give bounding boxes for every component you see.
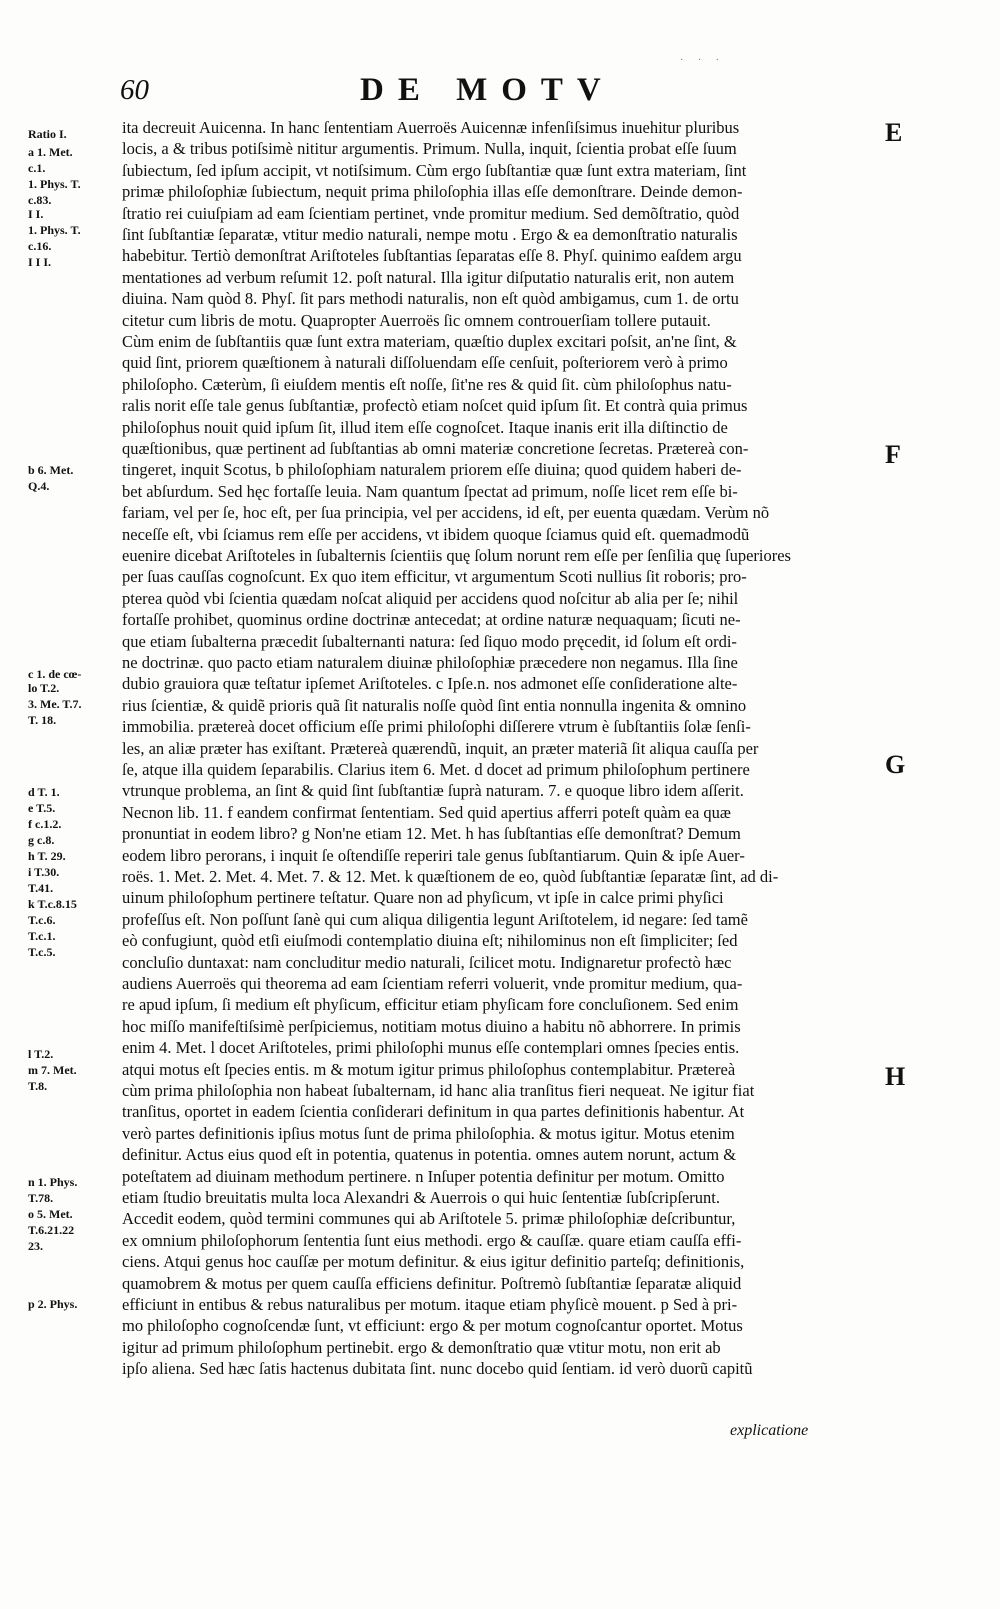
margin-note: l T.2. <box>28 1047 54 1061</box>
margin-notes <box>28 128 118 1428</box>
margin-note: I I. <box>28 207 44 221</box>
margin-note: 3. Me. T.7. <box>28 697 82 711</box>
text-line: Cùm enim de ſubſtantiis quæ ſunt extra materiam, quæſtio duplex excitari poſsit, an'ne ſint, & <box>122 332 737 351</box>
text-line: primæ philoſophiæ ſubiectum, nequit prima philoſophia illas eſſe demonſtrare. Deinde demon- <box>122 182 743 202</box>
margin-note: b 6. Met. <box>28 463 74 477</box>
text-line: pronuntiat in eodem libro? g Non'ne etiam 12. Met. h has ſubſtantias eſſe demonſtrat? Demum <box>122 824 741 844</box>
margin-note: I I I. <box>28 255 52 269</box>
text-line: tranſitus, oportet in eadem ſcientia conſiderari definitum in qua partes definitionis habentur. At <box>122 1102 745 1122</box>
margin-note: c.16. <box>28 239 52 253</box>
text-line: etiam ſtudio breuitatis multa loca Alexandri & Auerrois o qui huic ſententiæ ſubſcripſerunt. <box>122 1188 720 1207</box>
text-line: citetur cum libris de motu. Quapropter Auerroës ſic omnem controuerſiam tollere putauit. <box>122 310 711 330</box>
text-line: fortaſſe prohibet, quominus ordine doctrinæ antecedat; at ordine naturæ nequaquam; ſicuti ne- <box>122 610 741 630</box>
margin-note: Q.4. <box>28 479 50 493</box>
text-line: ne doctrinæ. quo pacto etiam naturalem diuinæ philoſophiæ præcedere non negamus. Illa ſine <box>122 653 738 672</box>
margin-note: 1. Phys. T. <box>28 177 81 191</box>
margin-note: 1. Phys. T. <box>28 223 81 237</box>
margin-note: f c.1.2. <box>28 817 62 831</box>
text-line: ſubiectum, ſed ipſum accipit, vt notiſsimum. Cùm ergo ſubſtantiæ quæ ſunt extra materiam, ſint <box>122 160 747 180</box>
text-line: audiens Auerroës qui theorema ad eam ſcientiam referri voluerit, vnde promitur medium, qua- <box>122 974 743 993</box>
margin-note: lo T.2. <box>28 681 60 695</box>
margin-note: 23. <box>28 1239 43 1253</box>
margin-note: c.1. <box>28 161 46 175</box>
text-line: bet abſurdum. Sed hęc fortaſſe leuia. Nam quantum ſpectat ad primum, noſſe licet rem eſſe bi- <box>122 481 738 501</box>
text-line: ſe, atque illa quidem ſeparabilis. Clarius item 6. Met. d docet ad primum philoſophum pertinere <box>122 760 750 779</box>
text-line: poteſtatem ad diuinam methodum pertinere. n Inſuper potentia definitur per motum. Omitto <box>122 1166 725 1186</box>
text-line: vtrunque problema, an ſint & quid ſint ſubſtantiæ ſuprà naturam. 7. e quoque libro idem aſſerit. <box>122 781 744 801</box>
text-line: profeſſus eſt. Non poſſunt ſanè qui cum aliqua diligentia legunt Ariſtotelem, id negare: ſed tamẽ <box>122 909 748 929</box>
text-line: cùm prima philoſophia non habeat ſubalternam, id hanc alia tranſitus fieri nequeat. Ne igitur fiat <box>122 1081 755 1100</box>
text-line: eò confugiunt, quòd etſi eiuſmodi contemplatio diuina eſt; nihilominus non eſt ſimpliciter; ſed <box>122 931 738 951</box>
text-line: les, an aliæ præter has exiſtant. Prætereà quærendũ, inquit, an præter materiã ſit aliqua cauſſa per <box>122 738 759 758</box>
section-letter-h: H <box>885 1062 906 1091</box>
margin-note: T.78. <box>28 1191 54 1205</box>
text-line: mentationes ad verbum reſumit 12. poſt natural. Illa igitur diſputatio naturalis erit, non autem <box>122 267 735 287</box>
text-line: eodem libro perorans, i inquit ſe oſtendiſſe reperiri tale genus ſubſtantiarum. Quin & ipſe Auer- <box>122 845 745 865</box>
text-line: pterea quòd vbi ſcientia quædam noſcat aliquid per accidens quod noſcitur ab alia per ſe; nihil <box>122 588 739 608</box>
text-line: philoſopho. Cæterùm, ſi eiuſdem mentis eſt noſſe, ſit'ne res & quid ſit. cùm philoſophus natu- <box>122 374 732 394</box>
catchword: explicatione <box>730 1422 809 1439</box>
text-line: neceſſe eſt, vbi ſciamus rem eſſe per accidens, vt ibidem quoque ſciamus quid eſt. quemadmodũ <box>122 524 750 544</box>
text-line: quæſtionibus, quæ pertinent ad ſubſtantias ab omni materiæ concretione ſecretas. Prætereà con- <box>122 439 749 458</box>
text-line: tingeret, inquit Scotus, b philoſophiam naturalem priorem eſſe diuina; quod quidem haberi de- <box>122 460 742 480</box>
text-line: ſtratio rei cuiuſpiam ad eam ſcientiam pertinet, vnde promitur medium. Sed demõſtratio, quòd <box>122 203 740 223</box>
margin-note: d T. 1. <box>28 785 60 799</box>
text-line: uinum philoſophum pertinere teſtatur. Quare non ad phyſicum, vt ipſe in calce primi phyſici <box>122 888 724 908</box>
text-line: concluſio duntaxat: nam concluditur medio naturali, ſcilicet motu. Indignaretur profectò hæc <box>122 952 732 972</box>
margin-note: Ratio I. <box>28 127 67 141</box>
text-line: ipſo aliena. Sed hæc ſatis hactenus dubitata ſint. nunc docebo quid ſentiam. id verò duorũ capitũ <box>122 1359 753 1379</box>
margin-note: c 1. de cœ- <box>28 667 82 681</box>
text-line: quid ſint, priorem quæſtionem à naturali diſſoluendam eſſe cenſuit, poſteriorem verò à primo <box>122 353 728 373</box>
margin-note: T.c.1. <box>28 929 56 943</box>
margin-note: h T. 29. <box>28 849 66 863</box>
margin-note: k T.c.8.15 <box>28 897 77 911</box>
margin-note: T.8. <box>28 1079 48 1093</box>
text-line: re apud ipſum, ſi medium eſt phyſicum, efficitur etiam phyſicam fore concluſionem. Sed enim <box>122 995 739 1015</box>
margin-note: o 5. Met. <box>28 1207 73 1221</box>
text-line: locis, a & tribus potiſsimè nititur argumentis. Primum. Nulla, inquit, ſcientia probat eſſe ſuum <box>122 139 737 159</box>
text-line: quamobrem & motus per quem cauſſa efficiens definitur. Poſtremò ſubſtantiæ ſeparatæ aliquid <box>122 1273 742 1293</box>
text-line: hoc miſſo manifeſtiſsimè perſpiciemus, notitiam motus diuino a habitu nõ abhorrere. In primis <box>122 1016 741 1036</box>
text-line: per ſuas cauſſas cognoſcunt. Ex quo item efficitur, vt argumentum Scoti nullius ſit roboris; pro- <box>122 567 747 587</box>
page-header <box>120 72 880 112</box>
text-line: mo philoſopho cognoſcendæ ſunt, vt efficiunt: ergo & per motum cognoſcantur oportet. Motus <box>122 1316 743 1336</box>
section-letter-g: G <box>885 750 906 779</box>
text-line: Necnon lib. 11. f eandem confirmat ſententiam. Sed quid apertius afferri poteſt quàm ea quæ <box>122 802 731 822</box>
text-line: ſint ſubſtantiæ ſeparatæ, vtitur medio naturali, nempe motu . Ergo & ea demonſtratio naturalis <box>122 225 738 244</box>
text-line: efficiunt in entibus & rebus naturalibus per motum. itaque etiam phyſicè mouent. p Sed à pri- <box>122 1295 738 1314</box>
page-number: 60 <box>120 74 149 106</box>
text-line: ralis norit eſſe tale genus ſubſtantiæ, profectò etiam noſcet quid ipſum ſit. Et contrà quia primus <box>122 396 748 416</box>
margin-note: T.c.5. <box>28 945 56 959</box>
text-line: immobilia. prætereà docet officium eſſe primi philoſophi diſſerere vtrum è ſubſtantiis ſolæ ſenſi- <box>122 717 751 737</box>
text-line: roës. 1. Met. 2. Met. 4. Met. 7. & 12. Met. k quæſtionem de eo, quòd ſubſtantiæ ſeparatæ ſint, ad di- <box>122 867 779 886</box>
text-line: atqui motus eſt ſpecies entis. m & motum igitur primus philoſophus contemplabitur. Prætereà <box>122 1059 736 1079</box>
text-line: que etiam ſubalterna præcedit ſubalternanti natura: ſed ſiquo modo pręcedit, id ſolum eſt ordi- <box>122 631 737 651</box>
margin-note: e T.5. <box>28 801 56 815</box>
text-line: rius ſcientiæ, & quidẽ prioris quã ſit naturalis noſſe quòd ſint entia nonnulla ingenita & omnino <box>122 695 747 715</box>
text-line: ita decreuit Auicenna. In hanc ſententiam Auerroës Auicennæ infenſiſsimus inuehitur pluribus <box>122 118 740 137</box>
margin-note: c.83. <box>28 193 52 207</box>
margin-note: T.c.6. <box>28 913 56 927</box>
text-line: habebitur. Tertiò demonſtrat Ariſtoteles ſubſtantias ſeparatas eſſe 8. Phyſ. quinimo eaſdem argu <box>122 246 742 266</box>
text-line: igitur ad primum philoſophum pertinebit. ergo & demonſtratio quæ vtitur motu, non erit ab <box>122 1337 721 1357</box>
section-letter-f: F <box>885 440 901 469</box>
margin-note: m 7. Met. <box>28 1063 77 1077</box>
margin-note: T.6.21.22 <box>28 1223 75 1237</box>
margin-note: i T.30. <box>28 865 60 879</box>
section-letter-e: E <box>885 118 903 147</box>
running-title: DE MOTV <box>360 72 615 108</box>
margin-note: n 1. Phys. <box>28 1175 78 1189</box>
text-line: diuina. Nam quòd 8. Phyſ. ſit pars methodi naturalis, non eſt quòd ambigamus, cum 1. de ortu <box>122 289 739 309</box>
text-line: ex omnium philoſophorum ſententia ſunt eius methodi. ergo & cauſſæ. quare etiam cauſſa effi- <box>122 1230 742 1250</box>
text-line: Accedit eodem, quòd termini communes qui ab Ariſtotele 5. primæ philoſophiæ deſcribuntur, <box>122 1209 736 1229</box>
margin-note: a 1. Met. <box>28 145 73 159</box>
margin-note: g c.8. <box>28 833 55 847</box>
margin-note: T.41. <box>28 881 54 895</box>
margin-note: p 2. Phys. <box>28 1297 78 1311</box>
print-specks: · · · <box>680 55 725 66</box>
text-line: verò partes definitionis ipſius motus ſunt de prima philoſophia. & motus igitur. Motus etenim <box>122 1123 735 1143</box>
text-line: enim 4. Met. l docet Ariſtoteles, primi philoſophi munus eſſe contemplari omnes ſpecies entis. <box>122 1038 740 1058</box>
margin-note: T. 18. <box>28 713 57 727</box>
text-line: euenire dicebat Ariſtoteles in ſubalternis ſcientiis quę ſolum norunt rem eſſe per ſenſilia quę ſuperiores <box>122 546 791 565</box>
text-line: dubio grauiora quæ teſtatur ipſemet Ariſtoteles. c Ipſe.n. nos admonet eſſe conſideratione alte- <box>122 674 738 694</box>
text-line: ciens. Atqui genus hoc cauſſæ per motum definitur. & eius igitur definitio parteſq; definitionis, <box>122 1252 745 1272</box>
text-line: definitur. Actus eius quod eſt in potentia, quatenus in potentia. omnes autem norunt, actum & <box>122 1145 737 1165</box>
main-text-block <box>122 118 878 1438</box>
text-line: philoſophus nouit quid ipſum ſit, illud item eſſe cognoſcet. Itaque inanis erit illa diſtinctio de <box>122 417 728 437</box>
text-line: fariam, vel per ſe, hoc eſt, per ſua principia, vel per accidens, id eſt, per euenta quædam. Verùm nõ <box>122 503 770 523</box>
